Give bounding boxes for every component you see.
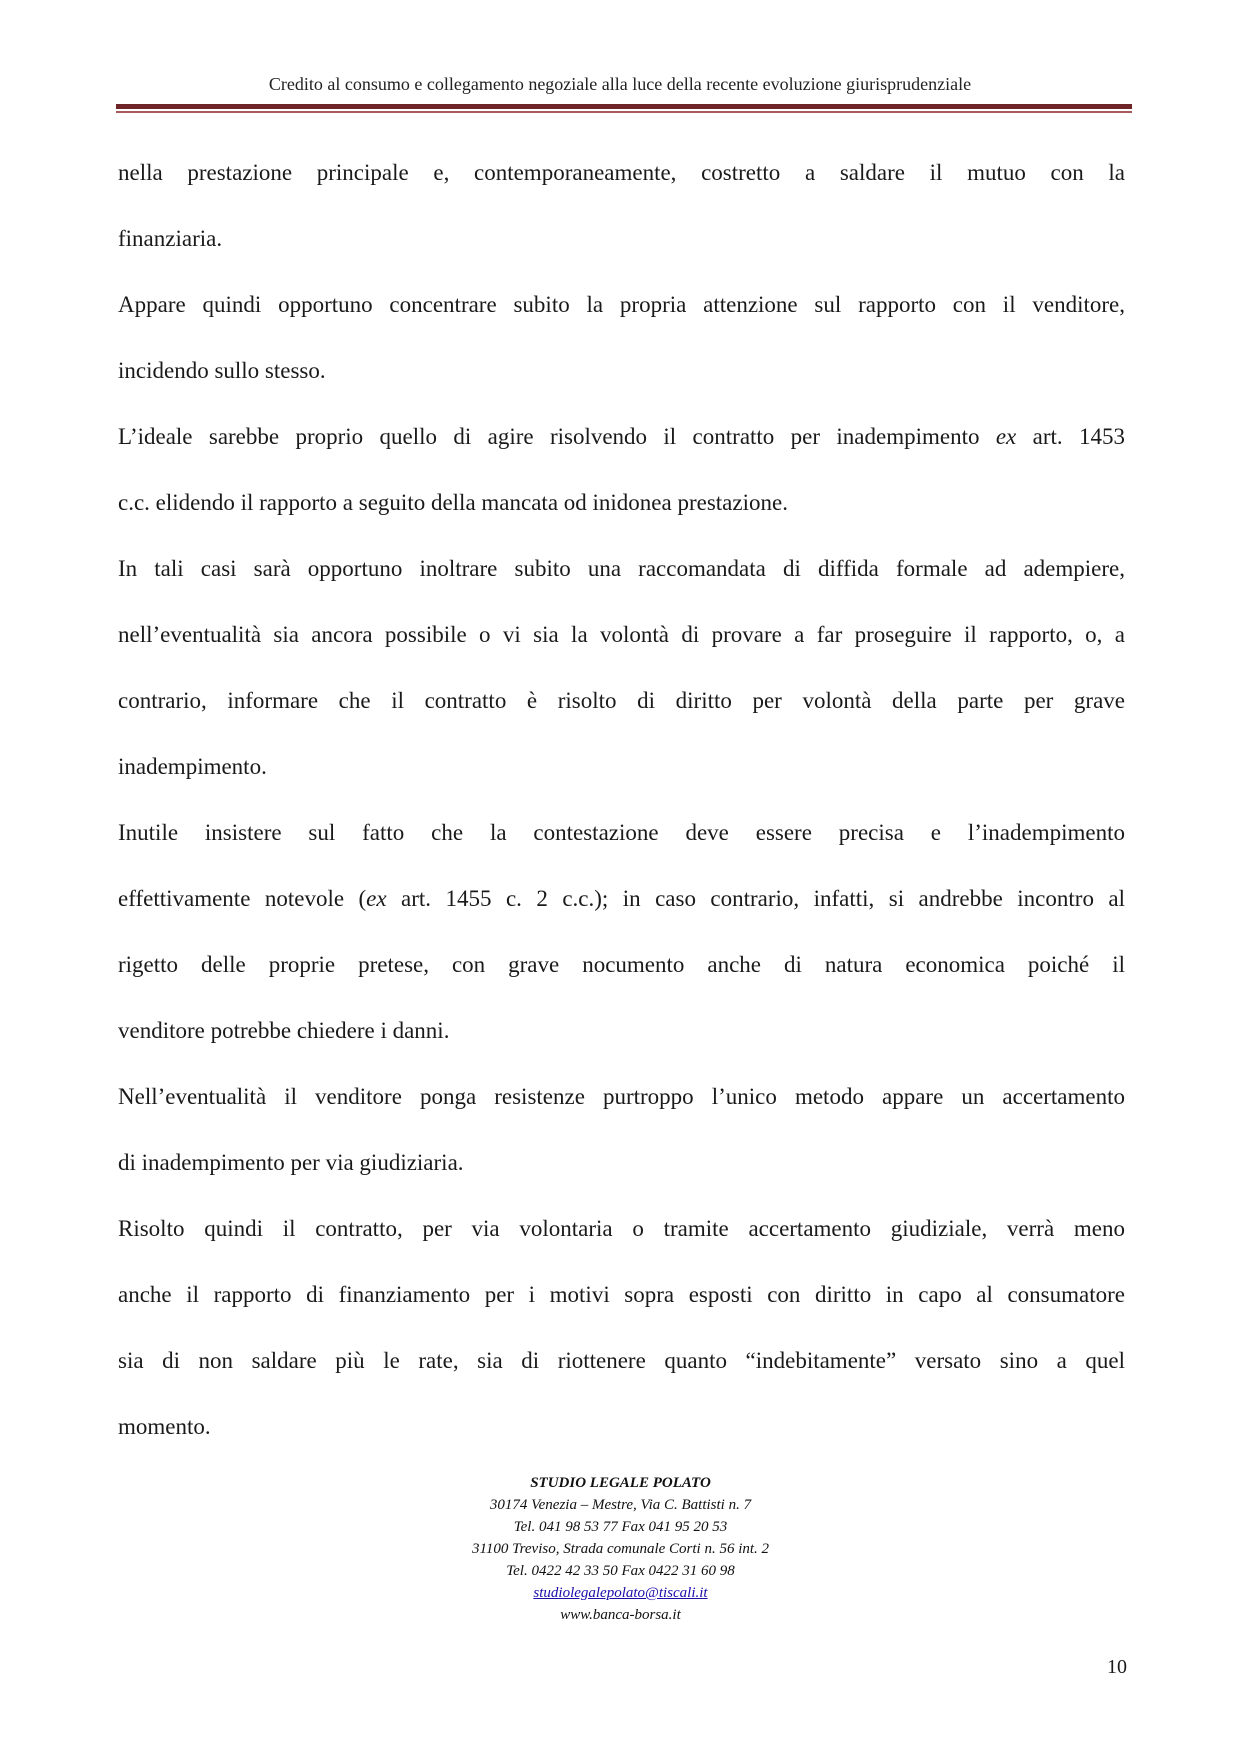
address-treviso: 31100 Treviso, Strada comunale Corti n. 56 int. 2 bbox=[471, 1541, 770, 1557]
text-line: Nell’eventualità il venditore ponga resistenze purtroppo l’unico metodo appare un accertamento bbox=[118, 1084, 1125, 1109]
header-divider-thick bbox=[116, 104, 1132, 109]
text-line: inadempimento. bbox=[118, 754, 267, 779]
text-line bbox=[118, 866, 1125, 932]
text-line: di inadempimento per via giudiziaria. bbox=[118, 1150, 464, 1175]
text-line: c.c. elidendo il rapporto a seguito della mancata od inidonea prestazione. bbox=[118, 490, 788, 515]
text-line: nella prestazione principale e, contemporaneamente, costretto a saldare il mutuo con la bbox=[118, 160, 1125, 185]
text-line: anche il rapporto di finanziamento per i motivi sopra esposti con diritto in capo al consumatore bbox=[118, 1282, 1125, 1307]
text-line bbox=[118, 404, 1125, 470]
text-line: momento. bbox=[118, 1414, 211, 1439]
phone-treviso: Tel. 0422 42 33 50 Fax 0422 31 60 98 bbox=[506, 1563, 735, 1579]
text-segment: L’ideale sarebbe proprio quello di agire risolvendo il contratto per inadempimento bbox=[118, 424, 996, 449]
address-venezia: 30174 Venezia – Mestre, Via C. Battisti n. 7 bbox=[489, 1497, 752, 1513]
email-link[interactable]: studiolegalepolato@tiscali.it bbox=[533, 1585, 708, 1601]
italic-term: ex bbox=[995, 424, 1017, 449]
header-divider-thin bbox=[116, 111, 1132, 113]
text-line: contrario, informare che il contratto è risolto di diritto per volontà della parte per grave bbox=[118, 688, 1125, 713]
text-line: venditore potrebbe chiedere i danni. bbox=[118, 1018, 450, 1043]
phone-venezia: Tel. 041 98 53 77 Fax 041 95 20 53 bbox=[513, 1519, 728, 1535]
text-line: finanziaria. bbox=[118, 226, 223, 251]
text-line: incidendo sullo stesso. bbox=[118, 358, 326, 383]
text-segment: effettivamente notevole ( bbox=[118, 886, 367, 911]
firm-name: STUDIO LEGALE POLATO bbox=[530, 1475, 711, 1491]
text-line: nell’eventualità sia ancora possibile o vi sia la volontà di provare a far proseguire il rapporto, o, a bbox=[118, 622, 1125, 647]
text-line: Inutile insistere sul fatto che la contestazione deve essere precisa e l’inadempimento bbox=[118, 820, 1125, 845]
document-body bbox=[118, 140, 1125, 1460]
page-number: 10 bbox=[1107, 1656, 1127, 1678]
text-line: In tali casi sarà opportuno inoltrare subito una raccomandata di diffida formale ad adempiere, bbox=[118, 556, 1125, 581]
text-line: Appare quindi opportuno concentrare subito la propria attenzione sul rapporto con il venditore, bbox=[118, 292, 1125, 317]
text-line: rigetto delle proprie pretese, con grave nocumento anche di natura economica poiché il bbox=[118, 952, 1125, 977]
text-segment: art. 1453 bbox=[1016, 424, 1125, 449]
page-footer bbox=[0, 1472, 1241, 1626]
text-segment: art. 1455 c. 2 c.c.); in caso contrario, infatti, si andrebbe incontro al bbox=[386, 886, 1125, 911]
text-line: sia di non saldare più le rate, sia di riottenere quanto “indebitamente” versato sino a quel bbox=[118, 1348, 1125, 1373]
document-title: Credito al consumo e collegamento negoziale alla luce della recente evoluzione giurisprudenziale bbox=[268, 74, 972, 94]
text-line: Risolto quindi il contratto, per via volontaria o tramite accertamento giudiziale, verrà meno bbox=[118, 1216, 1125, 1241]
website: www.banca-borsa.it bbox=[560, 1607, 681, 1623]
italic-term: ex bbox=[366, 886, 387, 911]
